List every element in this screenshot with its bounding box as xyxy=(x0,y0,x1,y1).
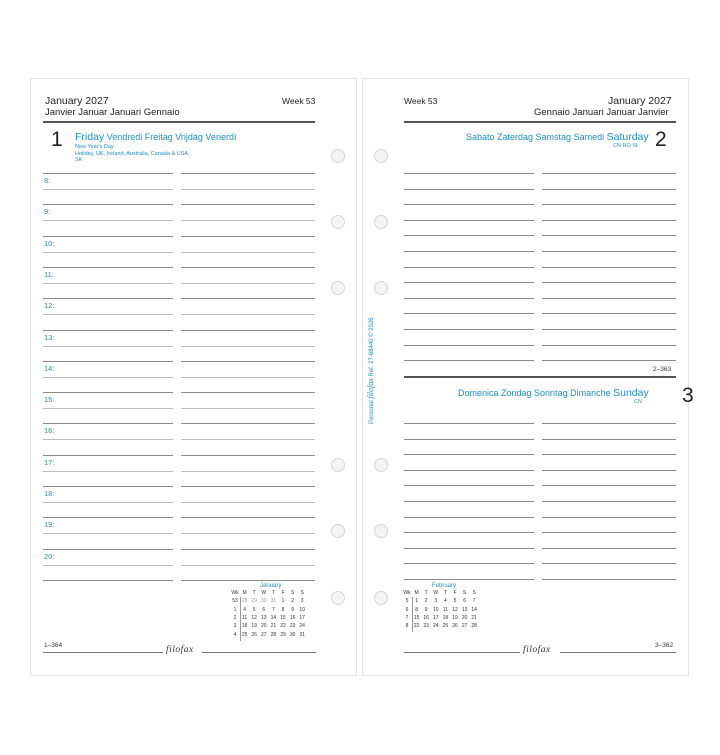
spine-personal: Personal xyxy=(369,400,375,424)
mini-calendar-day: 13 xyxy=(261,614,267,621)
half-hour-line xyxy=(181,189,315,190)
mini-calendar-day: 5 xyxy=(453,598,457,605)
hour-label: 19: xyxy=(44,520,55,530)
mini-calendar-day: 28 xyxy=(270,631,277,638)
hour-label: 11: xyxy=(44,269,54,279)
hour-label: 18: xyxy=(44,489,55,498)
half-hour-line xyxy=(43,408,173,409)
mini-calendar-day: 24 xyxy=(433,623,439,630)
mini-calendar-day: 21 xyxy=(471,614,477,621)
hour-label: 9: xyxy=(44,207,51,217)
holiday-line: Holiday, UK, Ireland, Australia, Canada & USA xyxy=(75,150,189,157)
ring-hole xyxy=(331,591,345,605)
right-week-label: Week 53 xyxy=(404,96,438,106)
ring-hole xyxy=(374,458,388,472)
holiday-note: CN xyxy=(634,399,642,405)
hour-label: 10: xyxy=(44,238,55,248)
half-hour-line xyxy=(43,439,173,440)
left-page-number: 1–364 xyxy=(44,642,63,649)
page-marker: 2–363 xyxy=(653,366,672,373)
mini-calendar-header: F xyxy=(453,590,457,596)
mini-calendar-header: M xyxy=(242,590,247,596)
note-line xyxy=(404,439,534,440)
note-line xyxy=(404,423,534,424)
day-name-main: Sunday xyxy=(613,387,649,399)
mini-calendar-day: 28 xyxy=(471,623,477,630)
hour-label: 14: xyxy=(44,363,55,373)
ring-hole xyxy=(331,281,345,295)
half-hour-line xyxy=(43,533,173,534)
day-number-2: 2 xyxy=(655,128,667,151)
mini-calendar-title: February xyxy=(432,583,457,589)
hour-line xyxy=(43,423,173,424)
day-number-3: 3 xyxy=(682,384,694,407)
note-line xyxy=(542,563,676,564)
half-hour-line xyxy=(181,502,315,503)
mini-calendar-day: 12 xyxy=(452,606,458,613)
mini-calendar-day: 19 xyxy=(251,623,257,630)
left-month-languages: Janvier Januar Januari Gennaio xyxy=(45,107,180,118)
half-hour-line xyxy=(43,502,173,503)
half-hour-line xyxy=(181,533,315,534)
ring-hole xyxy=(374,591,388,605)
hour-line xyxy=(43,204,173,205)
note-line xyxy=(542,235,676,236)
note-line xyxy=(542,439,676,440)
mini-calendar-day: 19 xyxy=(452,614,458,621)
mini-calendar-day: 27 xyxy=(261,631,267,638)
mini-calendar-day: 10 xyxy=(299,606,305,613)
spine-ref: Ref. 27-68440 xyxy=(369,338,375,377)
mini-calendar-header: T xyxy=(443,590,447,596)
half-hour-line xyxy=(43,314,173,315)
mini-calendar-day: 7 xyxy=(472,598,476,605)
mini-calendar-day: 2 xyxy=(233,614,237,621)
mini-calendar-day: 15 xyxy=(413,614,420,621)
mini-calendar-header: S xyxy=(300,590,304,596)
day-name-sunday xyxy=(458,387,649,399)
mini-calendar-day: 4 xyxy=(243,606,246,613)
mini-calendar-day: 53 xyxy=(232,598,238,605)
mini-calendar-header: S xyxy=(462,590,467,596)
ring-hole xyxy=(331,524,345,538)
note-line xyxy=(404,563,534,564)
mini-calendar-day: 9 xyxy=(424,606,428,613)
ring-hole xyxy=(331,215,345,229)
hour-label: 15: xyxy=(44,395,55,405)
mini-calendar-day: 8 xyxy=(281,606,285,613)
note-line xyxy=(542,579,676,580)
left-header-rule xyxy=(43,121,315,123)
hour-line xyxy=(43,298,173,299)
right-footer-rule xyxy=(560,652,676,653)
half-hour-line xyxy=(181,471,315,472)
mini-calendar-day: 25 xyxy=(241,631,248,638)
hour-line xyxy=(43,330,173,331)
mini-calendar-header: S xyxy=(472,590,476,596)
note-line xyxy=(404,501,534,502)
half-hour-line xyxy=(43,189,173,190)
mini-calendar-day: 11 xyxy=(241,614,248,621)
mini-calendar-day: 3 xyxy=(233,623,237,630)
ring-hole xyxy=(374,524,388,538)
mini-calendar-header: S xyxy=(290,590,295,596)
mini-calendar-day: 3 xyxy=(300,598,304,605)
mini-calendar-divider xyxy=(240,597,241,641)
left-month-title: January 2027 xyxy=(45,95,109,107)
left-footer-rule xyxy=(202,652,316,653)
note-line xyxy=(404,579,534,580)
ring-hole xyxy=(374,281,388,295)
hour-line xyxy=(43,549,173,550)
mini-calendar-day: 1 xyxy=(415,598,418,605)
note-line xyxy=(542,298,676,299)
mini-calendar-day: 14 xyxy=(471,606,477,613)
half-hour-line xyxy=(43,283,173,284)
hour-line xyxy=(43,486,173,487)
mini-calendar-day: 1 xyxy=(233,606,237,613)
right-header-rule xyxy=(404,121,676,123)
mini-calendar-day: 30 xyxy=(261,598,267,605)
note-line xyxy=(542,329,676,330)
hour-line xyxy=(43,361,173,362)
mini-calendar-day: 24 xyxy=(299,623,305,630)
mini-calendar-day: 7 xyxy=(272,606,275,613)
mini-calendar-day: 31 xyxy=(299,631,305,638)
mini-calendar-day: 8 xyxy=(405,623,409,630)
hour-line xyxy=(181,361,315,362)
mini-calendar-title: January xyxy=(260,583,282,589)
note-line xyxy=(404,454,534,455)
filofax-logo: filofax xyxy=(166,645,194,655)
note-line xyxy=(404,313,534,314)
mini-calendar-day: 4 xyxy=(444,598,447,605)
note-line xyxy=(404,235,534,236)
mini-calendar-header: T xyxy=(424,590,428,596)
hour-label: 13: xyxy=(44,332,55,342)
mini-calendar-day: 14 xyxy=(270,614,277,621)
hour-label: 17: xyxy=(44,457,55,467)
hour-label: 16: xyxy=(44,426,55,436)
mini-calendar-day: 22 xyxy=(280,623,286,630)
ring-hole xyxy=(331,458,345,472)
hour-line xyxy=(181,173,315,174)
mini-calendar-day: 2 xyxy=(424,598,428,605)
hour-line xyxy=(43,236,173,237)
mini-calendar-day: 16 xyxy=(289,614,296,621)
spine-brand: filofax xyxy=(366,378,375,399)
note-line xyxy=(542,532,676,533)
note-line xyxy=(404,532,534,533)
note-line xyxy=(542,204,676,205)
mini-calendar-day: 27 xyxy=(461,623,468,630)
half-hour-line xyxy=(181,565,315,566)
note-line xyxy=(542,423,676,424)
mini-calendar-header: F xyxy=(281,590,285,596)
day-number-1: 1 xyxy=(51,128,63,151)
mini-calendar-header: Wk xyxy=(231,590,239,596)
hour-line xyxy=(181,204,315,205)
note-line xyxy=(542,251,676,252)
hour-line xyxy=(43,267,173,268)
mini-calendar-day: 22 xyxy=(413,623,420,630)
half-hour-line xyxy=(43,377,173,378)
spine-copyright: © 2026 xyxy=(369,317,375,337)
note-line xyxy=(404,282,534,283)
note-line xyxy=(404,360,534,361)
note-line xyxy=(404,329,534,330)
holiday-note: CN RO SI xyxy=(613,143,638,149)
mini-calendar-day: 1 xyxy=(281,598,285,605)
right-month-languages: Gennaio Januari Januar Janvier xyxy=(534,107,669,118)
mini-calendar-day: 23 xyxy=(289,623,296,630)
half-hour-line xyxy=(181,252,315,253)
note-line xyxy=(542,282,676,283)
mini-calendar-day: 26 xyxy=(251,631,257,638)
mini-calendar-day: 4 xyxy=(233,631,237,638)
day-name-other: Domenica Zondag Sonntag Dimanche xyxy=(458,388,611,398)
note-line xyxy=(542,173,676,174)
day-name-main: Friday xyxy=(75,131,105,143)
mini-calendar-january xyxy=(230,583,318,643)
mini-calendar-day: 15 xyxy=(280,614,286,621)
mini-calendar-day: 3 xyxy=(434,598,438,605)
mini-calendar-header: M xyxy=(414,590,419,596)
half-hour-line xyxy=(43,220,173,221)
half-hour-line xyxy=(43,565,173,566)
note-line xyxy=(542,220,676,221)
right-page-number: 3–362 xyxy=(655,642,674,649)
mini-calendar-day: 17 xyxy=(433,614,439,621)
hour-label: 20: xyxy=(44,551,55,561)
mini-calendar-day: 20 xyxy=(461,614,468,621)
half-hour-line xyxy=(181,377,315,378)
mini-calendar-day: 17 xyxy=(299,614,305,621)
holiday-line: SK xyxy=(75,157,83,163)
right-footer-rule xyxy=(404,652,520,653)
mini-calendar-day: 18 xyxy=(442,614,449,621)
hour-line xyxy=(43,392,173,393)
ring-hole xyxy=(331,149,345,163)
note-line xyxy=(542,470,676,471)
note-line xyxy=(542,189,676,190)
mini-calendar-day: 30 xyxy=(289,631,296,638)
note-line xyxy=(542,548,676,549)
day-separator-rule xyxy=(404,376,676,378)
note-line xyxy=(542,501,676,502)
hour-line xyxy=(43,455,173,456)
hour-line xyxy=(43,173,173,174)
day-name-other: Sabato Zaterdag Samstag Samedi xyxy=(466,132,605,142)
half-hour-line xyxy=(43,471,173,472)
hour-line xyxy=(181,392,315,393)
day-name-saturday xyxy=(466,131,649,143)
half-hour-line xyxy=(181,283,315,284)
hour-line xyxy=(181,486,315,487)
mini-calendar-header: Wk xyxy=(403,590,411,596)
hour-line xyxy=(181,330,315,331)
note-line xyxy=(404,470,534,471)
mini-calendar-day: 8 xyxy=(415,606,418,613)
mini-calendar-header: T xyxy=(271,590,275,596)
ring-hole xyxy=(374,149,388,163)
hour-line xyxy=(181,236,315,237)
mini-calendar-day: 18 xyxy=(241,623,248,630)
note-line xyxy=(542,345,676,346)
mini-calendar-day: 10 xyxy=(433,606,439,613)
mini-calendar-day: 5 xyxy=(252,606,256,613)
hour-line xyxy=(181,580,315,581)
half-hour-line xyxy=(181,439,315,440)
hour-line xyxy=(181,549,315,550)
note-line xyxy=(404,204,534,205)
hour-line xyxy=(43,517,173,518)
mini-calendar-day: 13 xyxy=(461,606,468,613)
half-hour-line xyxy=(181,408,315,409)
day-name-main: Saturday xyxy=(606,131,649,143)
half-hour-line xyxy=(43,252,173,253)
day-name-other: Vendredi Freitag Vrijdag Venerdì xyxy=(106,132,237,142)
note-line xyxy=(542,267,676,268)
note-line xyxy=(404,267,534,268)
note-line xyxy=(542,517,676,518)
half-hour-line xyxy=(181,346,315,347)
mini-calendar-header: W xyxy=(433,590,439,596)
mini-calendar-header: T xyxy=(252,590,256,596)
hour-line xyxy=(181,517,315,518)
mini-calendar-day: 7 xyxy=(405,614,409,621)
mini-calendar-header: W xyxy=(261,590,267,596)
left-week-label: Week 53 xyxy=(282,96,316,106)
mini-calendar-day: 9 xyxy=(291,606,294,613)
mini-calendar-day: 6 xyxy=(262,606,266,613)
day-name-friday xyxy=(75,131,236,143)
mini-calendar-day: 29 xyxy=(280,631,286,638)
holiday-line: New Year's Day xyxy=(75,144,114,150)
hour-line xyxy=(181,267,315,268)
left-footer-rule xyxy=(43,652,163,653)
mini-calendar-day: 20 xyxy=(261,623,267,630)
mini-calendar-day: 5 xyxy=(405,598,409,605)
mini-calendar-day: 29 xyxy=(251,598,257,605)
note-line xyxy=(404,189,534,190)
hour-label: 12: xyxy=(44,301,55,311)
mini-calendar-day: 31 xyxy=(270,598,277,605)
note-line xyxy=(542,360,676,361)
filofax-logo: filofax xyxy=(523,645,551,655)
note-line xyxy=(542,485,676,486)
mini-calendar-day: 12 xyxy=(251,614,257,621)
mini-calendar-day: 26 xyxy=(452,623,458,630)
note-line xyxy=(404,517,534,518)
right-month-title: January 2027 xyxy=(608,95,672,107)
note-line xyxy=(404,220,534,221)
mini-calendar-day: 11 xyxy=(442,606,448,613)
hour-line xyxy=(181,423,315,424)
spine-imprint xyxy=(366,317,375,424)
note-line xyxy=(542,313,676,314)
hour-label: 8: xyxy=(44,176,51,185)
mini-calendar-day: 6 xyxy=(463,598,466,605)
mini-calendar-day: 21 xyxy=(270,623,277,630)
hour-line xyxy=(181,455,315,456)
note-line xyxy=(404,485,534,486)
mini-calendar-divider xyxy=(412,597,413,632)
note-line xyxy=(542,454,676,455)
hour-line xyxy=(181,298,315,299)
mini-calendar-february xyxy=(402,583,490,643)
mini-calendar-day: 6 xyxy=(405,606,409,613)
mini-calendar-day: 23 xyxy=(423,623,429,630)
holiday-note xyxy=(75,144,188,164)
half-hour-line xyxy=(181,220,315,221)
note-line xyxy=(404,345,534,346)
half-hour-line xyxy=(43,346,173,347)
note-line xyxy=(404,251,534,252)
note-line xyxy=(404,548,534,549)
half-hour-line xyxy=(181,314,315,315)
hour-line xyxy=(43,580,173,581)
mini-calendar-day: 16 xyxy=(423,614,429,621)
note-line xyxy=(404,173,534,174)
mini-calendar-day: 2 xyxy=(291,598,294,605)
note-line xyxy=(404,298,534,299)
ring-hole xyxy=(374,215,388,229)
mini-calendar-day: 25 xyxy=(442,623,449,630)
mini-calendar-day: 28 xyxy=(241,598,248,605)
